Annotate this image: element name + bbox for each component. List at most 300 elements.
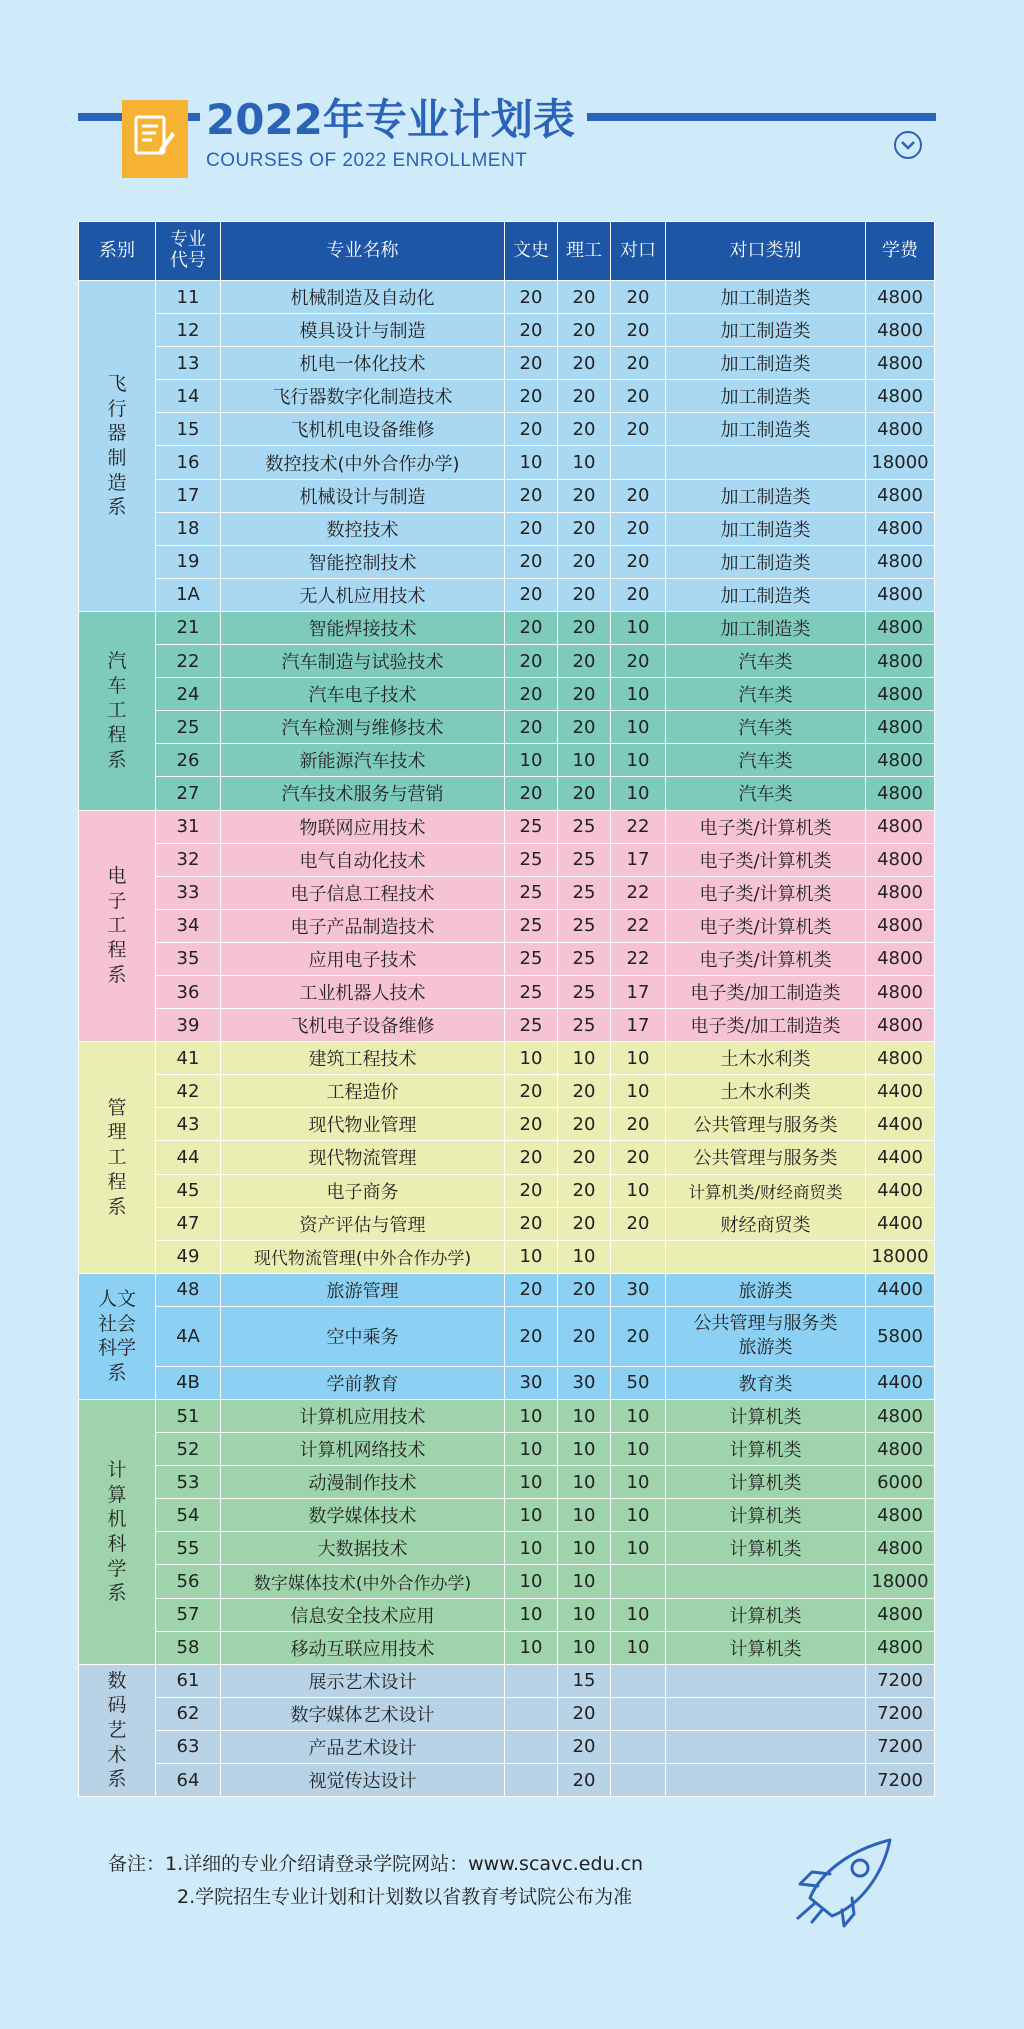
vocational-quota bbox=[611, 1240, 666, 1273]
header-col-vocational-category: 对口类别 bbox=[666, 222, 866, 281]
vocational-category bbox=[666, 1240, 866, 1273]
vocational-category bbox=[666, 1565, 866, 1598]
vocational-category: 计算机类 bbox=[666, 1499, 866, 1532]
tuition: 4400 bbox=[866, 1273, 935, 1306]
science-quota: 10 bbox=[558, 1631, 611, 1664]
department-label: 管理工程系 bbox=[107, 1096, 127, 1218]
major-name: 数学媒体技术 bbox=[221, 1499, 505, 1532]
vocational-quota: 22 bbox=[611, 876, 666, 909]
header-badge bbox=[122, 100, 188, 178]
vocational-category: 加工制造类 bbox=[666, 347, 866, 380]
major-code: 17 bbox=[156, 479, 221, 512]
chevron-down-icon bbox=[901, 139, 915, 151]
vocational-quota: 17 bbox=[611, 975, 666, 1008]
vocational-quota: 20 bbox=[611, 479, 666, 512]
table-row bbox=[79, 1009, 935, 1042]
major-code: 27 bbox=[156, 777, 221, 810]
vocational-quota: 10 bbox=[611, 744, 666, 777]
science-quota: 20 bbox=[558, 314, 611, 347]
major-name: 工业机器人技术 bbox=[221, 975, 505, 1008]
major-name: 建筑工程技术 bbox=[221, 1042, 505, 1075]
major-name: 新能源汽车技术 bbox=[221, 744, 505, 777]
tuition: 4800 bbox=[866, 1009, 935, 1042]
major-name: 机械制造及自动化 bbox=[221, 281, 505, 314]
department-name bbox=[79, 1664, 156, 1796]
department-name bbox=[79, 1273, 156, 1399]
tuition: 4400 bbox=[866, 1207, 935, 1240]
table-row bbox=[79, 1108, 935, 1141]
major-name: 机械设计与制造 bbox=[221, 479, 505, 512]
tuition: 7200 bbox=[866, 1764, 935, 1797]
vocational-quota bbox=[611, 1664, 666, 1697]
vocational-category: 汽车类 bbox=[666, 711, 866, 744]
major-name: 电子信息工程技术 bbox=[221, 876, 505, 909]
liberal-quota: 20 bbox=[505, 1108, 558, 1141]
science-quota: 20 bbox=[558, 645, 611, 678]
major-name: 飞机机电设备维修 bbox=[221, 413, 505, 446]
major-code: 63 bbox=[156, 1730, 221, 1763]
tuition: 4800 bbox=[866, 1400, 935, 1433]
science-quota: 10 bbox=[558, 1042, 611, 1075]
department-name bbox=[79, 1042, 156, 1274]
major-name: 产品艺术设计 bbox=[221, 1730, 505, 1763]
table-row bbox=[79, 281, 935, 314]
header-col-dept: 系别 bbox=[79, 222, 156, 281]
tuition: 4800 bbox=[866, 942, 935, 975]
science-quota: 20 bbox=[558, 1174, 611, 1207]
vocational-quota bbox=[611, 1730, 666, 1763]
science-quota: 20 bbox=[558, 347, 611, 380]
liberal-quota: 10 bbox=[505, 1466, 558, 1499]
science-quota: 20 bbox=[558, 380, 611, 413]
vocational-category: 加工制造类 bbox=[666, 578, 866, 611]
major-name: 汽车技术服务与营销 bbox=[221, 777, 505, 810]
science-quota: 25 bbox=[558, 909, 611, 942]
vocational-category: 加工制造类 bbox=[666, 380, 866, 413]
table-row bbox=[79, 909, 935, 942]
tuition: 7200 bbox=[866, 1730, 935, 1763]
liberal-quota: 20 bbox=[505, 413, 558, 446]
science-quota: 20 bbox=[558, 545, 611, 578]
major-name: 物联网应用技术 bbox=[221, 810, 505, 843]
tuition: 4800 bbox=[866, 512, 935, 545]
vocational-category: 计算机类 bbox=[666, 1631, 866, 1664]
liberal-quota: 10 bbox=[505, 446, 558, 479]
liberal-quota: 10 bbox=[505, 1532, 558, 1565]
vocational-quota: 20 bbox=[611, 578, 666, 611]
major-name: 动漫制作技术 bbox=[221, 1466, 505, 1499]
major-code: 39 bbox=[156, 1009, 221, 1042]
vocational-category: 电子类/加工制造类 bbox=[666, 1009, 866, 1042]
tuition: 4800 bbox=[866, 711, 935, 744]
major-code: 35 bbox=[156, 942, 221, 975]
liberal-quota: 25 bbox=[505, 1009, 558, 1042]
major-name: 电气自动化技术 bbox=[221, 843, 505, 876]
tuition: 4800 bbox=[866, 1433, 935, 1466]
vocational-quota: 10 bbox=[611, 711, 666, 744]
science-quota: 20 bbox=[558, 611, 611, 644]
department-label: 汽车工程系 bbox=[107, 650, 127, 771]
tuition: 4800 bbox=[866, 314, 935, 347]
science-quota: 10 bbox=[558, 1565, 611, 1598]
major-name: 电子产品制造技术 bbox=[221, 909, 505, 942]
vocational-quota: 20 bbox=[611, 1141, 666, 1174]
liberal-quota: 20 bbox=[505, 711, 558, 744]
major-code: 62 bbox=[156, 1697, 221, 1730]
department-label: 人文社会科学系 bbox=[97, 1288, 136, 1385]
table-row bbox=[79, 1240, 935, 1273]
header-col-major: 专业名称 bbox=[221, 222, 505, 281]
science-quota: 10 bbox=[558, 1466, 611, 1499]
major-name: 现代物流管理(中外合作办学) bbox=[221, 1240, 505, 1273]
major-name: 展示艺术设计 bbox=[221, 1664, 505, 1697]
major-name: 数控技术 bbox=[221, 512, 505, 545]
department-label: 数码艺术系 bbox=[107, 1669, 127, 1791]
vocational-quota: 20 bbox=[611, 281, 666, 314]
vocational-quota: 20 bbox=[611, 1306, 666, 1366]
major-code: 52 bbox=[156, 1433, 221, 1466]
science-quota: 25 bbox=[558, 876, 611, 909]
major-code: 34 bbox=[156, 909, 221, 942]
tuition: 4800 bbox=[866, 909, 935, 942]
vocational-category: 加工制造类 bbox=[666, 314, 866, 347]
note-line-2: 2.学院招生专业计划和计划数以省教育考试院公布为准 bbox=[177, 1886, 633, 1909]
table-row bbox=[79, 1466, 935, 1499]
vocational-category: 公共管理与服务类 旅游类 bbox=[666, 1306, 866, 1366]
major-name: 资产评估与管理 bbox=[221, 1207, 505, 1240]
major-code: 51 bbox=[156, 1400, 221, 1433]
department-name bbox=[79, 1400, 156, 1665]
vocational-category: 加工制造类 bbox=[666, 512, 866, 545]
tuition: 4800 bbox=[866, 578, 935, 611]
department-label: 飞行器制造系 bbox=[107, 372, 127, 519]
table-row bbox=[79, 876, 935, 909]
science-quota: 25 bbox=[558, 810, 611, 843]
science-quota: 25 bbox=[558, 843, 611, 876]
header-col-vocational: 对口 bbox=[611, 222, 666, 281]
major-name: 飞行器数字化制造技术 bbox=[221, 380, 505, 413]
major-code: 31 bbox=[156, 810, 221, 843]
vocational-category: 财经商贸类 bbox=[666, 1207, 866, 1240]
major-name: 计算机网络技术 bbox=[221, 1433, 505, 1466]
major-code: 24 bbox=[156, 678, 221, 711]
vocational-quota: 10 bbox=[611, 1174, 666, 1207]
vocational-category: 计算机类/财经商贸类 bbox=[666, 1174, 866, 1207]
science-quota: 20 bbox=[558, 1108, 611, 1141]
major-code: 11 bbox=[156, 281, 221, 314]
vocational-quota: 50 bbox=[611, 1366, 666, 1399]
table-row bbox=[79, 578, 935, 611]
liberal-quota: 20 bbox=[505, 1174, 558, 1207]
major-code: 57 bbox=[156, 1598, 221, 1631]
department-label: 电子工程系 bbox=[107, 865, 127, 986]
header-col-tuition: 学费 bbox=[866, 222, 935, 281]
liberal-quota: 20 bbox=[505, 1075, 558, 1108]
liberal-quota: 20 bbox=[505, 1306, 558, 1366]
tuition: 4800 bbox=[866, 611, 935, 644]
major-name: 无人机应用技术 bbox=[221, 578, 505, 611]
tuition: 4400 bbox=[866, 1141, 935, 1174]
science-quota: 10 bbox=[558, 1433, 611, 1466]
vocational-category: 电子类/计算机类 bbox=[666, 909, 866, 942]
liberal-quota: 25 bbox=[505, 975, 558, 1008]
major-name: 机电一体化技术 bbox=[221, 347, 505, 380]
table-row bbox=[79, 1664, 935, 1697]
table-row bbox=[79, 1400, 935, 1433]
table-row bbox=[79, 975, 935, 1008]
major-code: 49 bbox=[156, 1240, 221, 1273]
science-quota: 10 bbox=[558, 1499, 611, 1532]
major-name: 汽车电子技术 bbox=[221, 678, 505, 711]
science-quota: 25 bbox=[558, 1009, 611, 1042]
vocational-quota: 10 bbox=[611, 1400, 666, 1433]
vocational-quota: 20 bbox=[611, 1108, 666, 1141]
table-row bbox=[79, 1764, 935, 1797]
table-row bbox=[79, 1532, 935, 1565]
science-quota: 20 bbox=[558, 1697, 611, 1730]
vocational-quota: 30 bbox=[611, 1273, 666, 1306]
table-row bbox=[79, 942, 935, 975]
table-row bbox=[79, 843, 935, 876]
table-row bbox=[79, 1697, 935, 1730]
major-code: 47 bbox=[156, 1207, 221, 1240]
major-name: 工程造价 bbox=[221, 1075, 505, 1108]
science-quota: 20 bbox=[558, 512, 611, 545]
table-row bbox=[79, 1631, 935, 1664]
vocational-category: 计算机类 bbox=[666, 1400, 866, 1433]
major-code: 55 bbox=[156, 1532, 221, 1565]
tuition: 4800 bbox=[866, 975, 935, 1008]
liberal-quota: 30 bbox=[505, 1366, 558, 1399]
major-name: 数控技术(中外合作办学) bbox=[221, 446, 505, 479]
liberal-quota: 10 bbox=[505, 1042, 558, 1075]
vocational-category: 旅游类 bbox=[666, 1273, 866, 1306]
science-quota: 20 bbox=[558, 1764, 611, 1797]
table-row bbox=[79, 711, 935, 744]
vocational-category: 电子类/计算机类 bbox=[666, 843, 866, 876]
vocational-quota: 10 bbox=[611, 777, 666, 810]
department-name bbox=[79, 810, 156, 1042]
science-quota: 10 bbox=[558, 744, 611, 777]
major-code: 61 bbox=[156, 1664, 221, 1697]
header-col-science: 理工 bbox=[558, 222, 611, 281]
major-code: 14 bbox=[156, 380, 221, 413]
vocational-quota: 10 bbox=[611, 1499, 666, 1532]
vocational-category: 加工制造类 bbox=[666, 545, 866, 578]
tuition: 4800 bbox=[866, 810, 935, 843]
vocational-quota: 22 bbox=[611, 909, 666, 942]
vocational-category bbox=[666, 1664, 866, 1697]
table-row bbox=[79, 413, 935, 446]
major-code: 56 bbox=[156, 1565, 221, 1598]
tuition: 6000 bbox=[866, 1466, 935, 1499]
major-name: 移动互联应用技术 bbox=[221, 1631, 505, 1664]
tuition: 4400 bbox=[866, 1075, 935, 1108]
vocational-quota: 10 bbox=[611, 1466, 666, 1499]
major-code: 1A bbox=[156, 578, 221, 611]
table-row bbox=[79, 1207, 935, 1240]
science-quota: 20 bbox=[558, 578, 611, 611]
science-quota: 10 bbox=[558, 1400, 611, 1433]
vocational-category: 土木水利类 bbox=[666, 1042, 866, 1075]
header-title-wrap bbox=[200, 96, 587, 144]
table-row bbox=[79, 810, 935, 843]
vocational-category: 电子类/计算机类 bbox=[666, 942, 866, 975]
vocational-category bbox=[666, 1730, 866, 1763]
table-row bbox=[79, 1565, 935, 1598]
science-quota: 20 bbox=[558, 1273, 611, 1306]
vocational-category: 电子类/加工制造类 bbox=[666, 975, 866, 1008]
vocational-quota: 10 bbox=[611, 1532, 666, 1565]
tuition: 4800 bbox=[866, 744, 935, 777]
major-name: 智能控制技术 bbox=[221, 545, 505, 578]
science-quota: 20 bbox=[558, 1306, 611, 1366]
major-name: 现代物流管理 bbox=[221, 1141, 505, 1174]
liberal-quota: 10 bbox=[505, 1631, 558, 1664]
liberal-quota: 10 bbox=[505, 1499, 558, 1532]
vocational-category: 计算机类 bbox=[666, 1433, 866, 1466]
vocational-quota: 10 bbox=[611, 1631, 666, 1664]
page-subtitle: COURSES OF 2022 ENROLLMENT bbox=[206, 150, 528, 171]
expand-button[interactable] bbox=[894, 131, 922, 159]
science-quota: 20 bbox=[558, 413, 611, 446]
liberal-quota: 25 bbox=[505, 942, 558, 975]
liberal-quota: 20 bbox=[505, 678, 558, 711]
science-quota: 30 bbox=[558, 1366, 611, 1399]
science-quota: 20 bbox=[558, 678, 611, 711]
table-row bbox=[79, 1598, 935, 1631]
table-row bbox=[79, 479, 935, 512]
vocational-quota bbox=[611, 446, 666, 479]
header-col-liberal: 文史 bbox=[505, 222, 558, 281]
tuition: 4800 bbox=[866, 1598, 935, 1631]
vocational-quota: 10 bbox=[611, 678, 666, 711]
major-name: 现代物业管理 bbox=[221, 1108, 505, 1141]
tuition: 4800 bbox=[866, 1042, 935, 1075]
vocational-quota: 17 bbox=[611, 1009, 666, 1042]
liberal-quota: 20 bbox=[505, 512, 558, 545]
table-row bbox=[79, 545, 935, 578]
major-name: 计算机应用技术 bbox=[221, 1400, 505, 1433]
science-quota: 20 bbox=[558, 1730, 611, 1763]
liberal-quota: 10 bbox=[505, 1565, 558, 1598]
vocational-category: 计算机类 bbox=[666, 1598, 866, 1631]
tuition: 5800 bbox=[866, 1306, 935, 1366]
liberal-quota bbox=[505, 1730, 558, 1763]
liberal-quota: 20 bbox=[505, 645, 558, 678]
tuition: 18000 bbox=[866, 446, 935, 479]
science-quota: 20 bbox=[558, 1075, 611, 1108]
major-name: 信息安全技术应用 bbox=[221, 1598, 505, 1631]
liberal-quota: 20 bbox=[505, 281, 558, 314]
vocational-category: 公共管理与服务类 bbox=[666, 1141, 866, 1174]
table-row bbox=[79, 446, 935, 479]
page-title: 2022年专业计划表 bbox=[206, 95, 575, 144]
table-row bbox=[79, 314, 935, 347]
vocational-category: 教育类 bbox=[666, 1366, 866, 1399]
science-quota: 20 bbox=[558, 711, 611, 744]
tuition: 7200 bbox=[866, 1697, 935, 1730]
rocket-icon bbox=[790, 1828, 900, 1928]
note-line-1: 备注：1.详细的专业介绍请登录学院网站：www.scavc.edu.cn bbox=[108, 1853, 644, 1875]
vocational-quota: 20 bbox=[611, 645, 666, 678]
vocational-quota: 10 bbox=[611, 1598, 666, 1631]
major-code: 45 bbox=[156, 1174, 221, 1207]
tuition: 4800 bbox=[866, 545, 935, 578]
major-code: 4A bbox=[156, 1306, 221, 1366]
liberal-quota: 10 bbox=[505, 744, 558, 777]
major-code: 16 bbox=[156, 446, 221, 479]
table-row bbox=[79, 1141, 935, 1174]
liberal-quota: 20 bbox=[505, 347, 558, 380]
table-row bbox=[79, 678, 935, 711]
vocational-category: 加工制造类 bbox=[666, 479, 866, 512]
major-code: 26 bbox=[156, 744, 221, 777]
document-pen-icon bbox=[134, 114, 176, 158]
tuition: 4400 bbox=[866, 1108, 935, 1141]
liberal-quota: 20 bbox=[505, 380, 558, 413]
vocational-category bbox=[666, 446, 866, 479]
vocational-quota bbox=[611, 1764, 666, 1797]
table-row bbox=[79, 380, 935, 413]
table-row bbox=[79, 1174, 935, 1207]
major-code: 41 bbox=[156, 1042, 221, 1075]
major-name: 智能焊接技术 bbox=[221, 611, 505, 644]
major-code: 33 bbox=[156, 876, 221, 909]
table-row bbox=[79, 1306, 935, 1366]
vocational-quota: 20 bbox=[611, 512, 666, 545]
major-name: 旅游管理 bbox=[221, 1273, 505, 1306]
major-name: 模具设计与制造 bbox=[221, 314, 505, 347]
vocational-quota: 10 bbox=[611, 611, 666, 644]
tuition: 4800 bbox=[866, 479, 935, 512]
vocational-quota: 20 bbox=[611, 413, 666, 446]
major-code: 53 bbox=[156, 1466, 221, 1499]
vocational-quota: 20 bbox=[611, 1207, 666, 1240]
vocational-category bbox=[666, 1697, 866, 1730]
science-quota: 25 bbox=[558, 975, 611, 1008]
vocational-quota: 20 bbox=[611, 347, 666, 380]
vocational-category: 加工制造类 bbox=[666, 611, 866, 644]
vocational-category: 加工制造类 bbox=[666, 281, 866, 314]
tuition: 4800 bbox=[866, 645, 935, 678]
department-name bbox=[79, 611, 156, 810]
major-code: 32 bbox=[156, 843, 221, 876]
tuition: 4800 bbox=[866, 380, 935, 413]
liberal-quota: 20 bbox=[505, 578, 558, 611]
tuition: 4800 bbox=[866, 1499, 935, 1532]
table-row bbox=[79, 645, 935, 678]
major-code: 64 bbox=[156, 1764, 221, 1797]
major-code: 48 bbox=[156, 1273, 221, 1306]
table-row bbox=[79, 1273, 935, 1306]
major-name: 学前教育 bbox=[221, 1366, 505, 1399]
header-col-code: 专业代号 bbox=[156, 222, 221, 281]
tuition: 18000 bbox=[866, 1565, 935, 1598]
table-row bbox=[79, 611, 935, 644]
major-code: 44 bbox=[156, 1141, 221, 1174]
vocational-category: 计算机类 bbox=[666, 1532, 866, 1565]
vocational-category: 土木水利类 bbox=[666, 1075, 866, 1108]
vocational-quota: 20 bbox=[611, 380, 666, 413]
table-row bbox=[79, 1075, 935, 1108]
table-row bbox=[79, 1730, 935, 1763]
tuition: 4800 bbox=[866, 843, 935, 876]
vocational-category: 汽车类 bbox=[666, 645, 866, 678]
tuition: 7200 bbox=[866, 1664, 935, 1697]
tuition: 4800 bbox=[866, 678, 935, 711]
science-quota: 15 bbox=[558, 1664, 611, 1697]
